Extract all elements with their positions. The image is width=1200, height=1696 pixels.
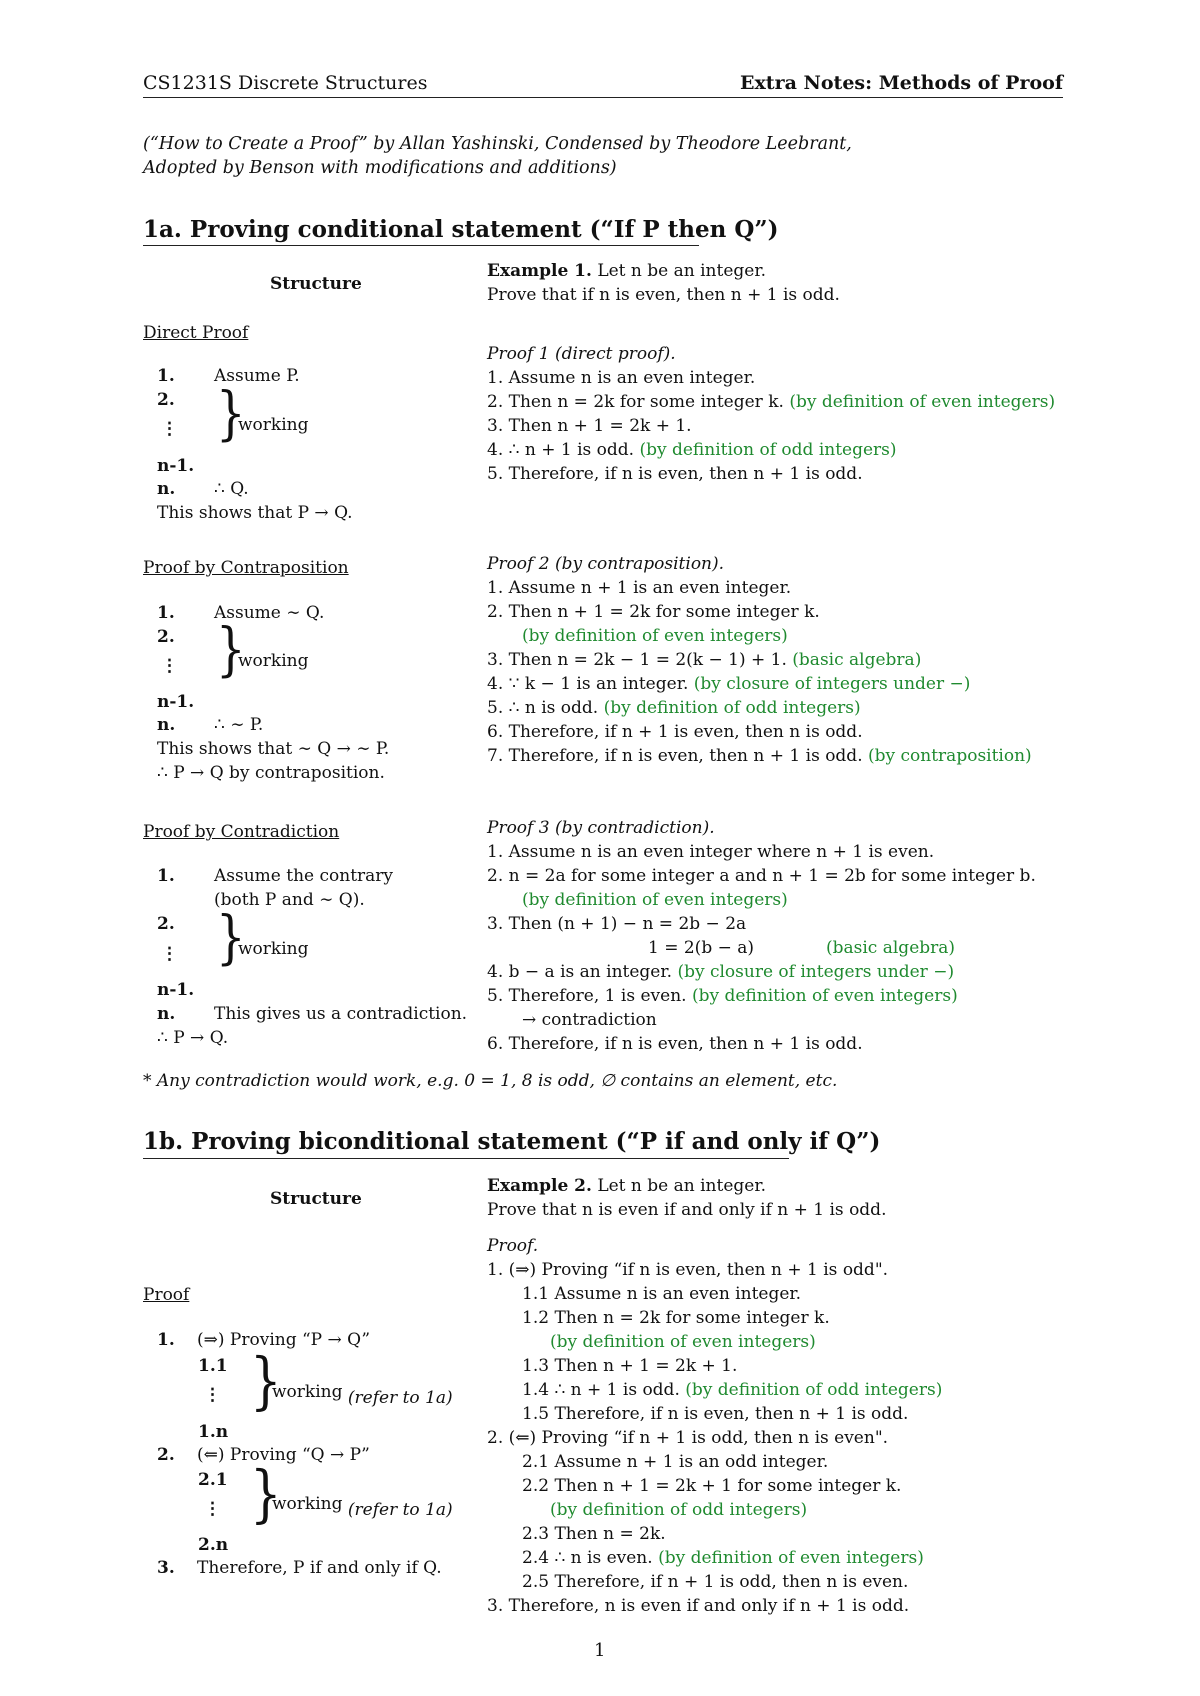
direct-proof-heading: Direct Proof (143, 323, 249, 343)
step-number: 1. (157, 366, 175, 386)
refer-note: (refer to 1a) (347, 1388, 453, 1408)
proof-line (487, 746, 1032, 766)
proof-line: 3. Therefore, n is even if and only if n + 1 is odd. (487, 1596, 910, 1616)
structure-heading-1b: Structure (270, 1189, 362, 1209)
justification: (by definition of even integers) (691, 986, 958, 1006)
proof-line-text: 1.4 ∴ n + 1 is odd. (522, 1380, 680, 1400)
proof-line-text: 2.4 ∴ n is even. (522, 1548, 653, 1568)
step-number: 2. (157, 390, 175, 410)
proof-heading: Proof (143, 1285, 190, 1305)
step-text: ∴ Q. (214, 479, 249, 499)
proof-line: 1 = 2(b − a) (648, 938, 755, 958)
contraposition-heading: Proof by Contraposition (143, 558, 349, 578)
credit-line-2: Adopted by Benson with modifications and additions) (143, 158, 617, 178)
step-number: n-1. (157, 692, 195, 712)
section-1b-title: 1b. Proving biconditional statement (“P if and only if Q”) (143, 1128, 881, 1155)
justification: (by closure of integers under −) (677, 962, 955, 982)
step-number: n. (157, 1004, 176, 1024)
working-label: working (238, 939, 309, 959)
conclusion-text: ∴ P → Q. (157, 1028, 229, 1048)
proof-line: 2.1 Assume n + 1 is an odd integer. (522, 1452, 829, 1472)
proof-line-text: 3. Then n = 2k − 1 = 2(k − 1) + 1. (487, 650, 787, 670)
proof-line: 1. Assume n + 1 is an even integer. (487, 578, 792, 598)
justification: (by closure of integers under −) (693, 674, 971, 694)
proof-title: Proof. (487, 1236, 539, 1256)
footnote: * Any contradiction would work, e.g. 0 = 1, 8 is odd, ∅ contains an element, etc. (143, 1071, 838, 1091)
justification: (by definition of even integers) (789, 392, 1056, 412)
proof-line (487, 650, 921, 670)
step-number: 1. (157, 603, 175, 623)
proof-line: 2.2 Then n + 1 = 2k + 1 for some integer k. (522, 1476, 902, 1496)
proof-line: 1. Assume n is an even integer where n + 1 is even. (487, 842, 935, 862)
proof-line-text: 4. b − a is an integer. (487, 962, 673, 982)
step-number: 2. (157, 1445, 175, 1465)
conclusion-text: This shows that P → Q. (157, 503, 353, 523)
example-1 (487, 261, 766, 281)
step-number: 1. (157, 866, 175, 886)
step-text: ∴ ∼ P. (214, 715, 264, 735)
proof-line: 2.5 Therefore, if n + 1 is odd, then n is even. (522, 1572, 909, 1592)
proof-1-title: Proof 1 (direct proof). (487, 344, 676, 364)
justification: (by contraposition) (868, 746, 1032, 766)
justification: (by definition of even integers) (658, 1548, 924, 1568)
proof-line: 6. Therefore, if n + 1 is even, then n is odd. (487, 722, 863, 742)
conclusion-text: ∴ P → Q by contraposition. (157, 763, 385, 783)
step-text: Assume ∼ Q. (214, 603, 325, 623)
substep-number: 2.n (198, 1535, 229, 1555)
proof-line (487, 698, 861, 718)
step-text: (⇐) Proving “Q → P” (197, 1445, 370, 1465)
proof-line-text: 2. Then n = 2k for some integer k. (487, 392, 784, 412)
proof-3-title: Proof 3 (by contradiction). (487, 818, 715, 838)
step-number: 2. (157, 627, 175, 647)
proof-line: 1.5 Therefore, if n is even, then n + 1 is odd. (522, 1404, 909, 1424)
header-topic: Extra Notes: Methods of Proof (739, 72, 1063, 94)
proof-line-text: 4. ∴ n + 1 is odd. (487, 440, 635, 460)
justification: (by definition of odd integers) (603, 698, 861, 718)
example-2 (487, 1176, 766, 1196)
example-1-label: Example 1. (487, 261, 592, 281)
step-number: 3. (157, 1558, 175, 1578)
proof-2-title: Proof 2 (by contraposition). (487, 554, 725, 574)
justification: (by definition of odd integers) (639, 440, 897, 460)
proof-line: 1. (⇒) Proving “if n is even, then n + 1 is odd". (487, 1260, 889, 1280)
step-number: 1. (157, 1330, 175, 1350)
proof-line-text: 4. ∵ k − 1 is an integer. (487, 674, 689, 694)
working-text: working (272, 1382, 343, 1402)
substep-number: 1.1 (198, 1356, 228, 1376)
proof-line: 1.2 Then n = 2k for some integer k. (522, 1308, 830, 1328)
justification: (by definition of even integers) (550, 1332, 816, 1352)
working-brace: } (216, 379, 246, 447)
proof-line: → contradiction (522, 1010, 657, 1030)
working-brace: } (216, 615, 246, 683)
contradiction-heading: Proof by Contradiction (143, 822, 340, 842)
proof-line: 3. Then n + 1 = 2k + 1. (487, 416, 692, 436)
refer-note: (refer to 1a) (347, 1500, 453, 1520)
vdots: ⋮ (204, 1385, 221, 1405)
step-number: n-1. (157, 980, 195, 1000)
conclusion-text: This shows that ∼ Q → ∼ P. (157, 739, 390, 759)
working-brace: } (216, 903, 246, 971)
step-text: Therefore, P if and only if Q. (197, 1558, 442, 1578)
step-text: Assume P. (214, 366, 300, 386)
proof-line: 1. Assume n is an even integer. (487, 368, 756, 388)
proof-line (522, 1548, 924, 1568)
proof-line: 6. Therefore, if n is even, then n + 1 is odd. (487, 1034, 863, 1054)
working-label (272, 1494, 453, 1520)
proof-line (522, 1380, 942, 1400)
vdots: ⋮ (161, 656, 178, 676)
working-label (272, 1382, 453, 1408)
proof-line (487, 440, 897, 460)
justification: (by definition of even integers) (522, 626, 788, 646)
step-text: (both P and ∼ Q). (214, 890, 365, 910)
working-text: working (272, 1494, 343, 1514)
header-rule (143, 97, 1063, 98)
example-1-text: Let n be an integer. (597, 261, 766, 281)
section-1a-rule (143, 245, 699, 246)
proof-line: 3. Then (n + 1) − n = 2b − 2a (487, 914, 747, 934)
justification: (by definition of odd integers) (685, 1380, 943, 1400)
step-number: n. (157, 715, 176, 735)
example-2-text: Let n be an integer. (597, 1176, 766, 1196)
working-brace: } (250, 1344, 282, 1417)
justification: (by definition of even integers) (522, 890, 788, 910)
proof-line (487, 962, 954, 982)
vdots: ⋮ (161, 944, 178, 964)
working-brace: } (250, 1457, 282, 1530)
structure-heading-1a: Structure (270, 274, 362, 294)
proof-line: 2. (⇐) Proving “if n + 1 is odd, then n is even". (487, 1428, 889, 1448)
substep-number: 1.n (198, 1422, 229, 1442)
credit-line-1: (“How to Create a Proof” by Allan Yashinski, Condensed by Theodore Leebrant, (143, 134, 852, 154)
justification: (basic algebra) (792, 650, 922, 670)
proof-line: 5. Therefore, if n is even, then n + 1 is odd. (487, 464, 863, 484)
proof-line: 2. Then n + 1 = 2k for some integer k. (487, 602, 820, 622)
proof-line: 2.3 Then n = 2k. (522, 1524, 666, 1544)
proof-line (487, 674, 970, 694)
proof-line (487, 392, 1055, 412)
vdots: ⋮ (161, 419, 178, 439)
proof-line-text: 7. Therefore, if n is even, then n + 1 is odd. (487, 746, 863, 766)
proof-line: 1.1 Assume n is an even integer. (522, 1284, 802, 1304)
working-label: working (238, 651, 309, 671)
section-1a-title: 1a. Proving conditional statement (“If P then Q”) (143, 216, 779, 243)
working-label: working (238, 415, 309, 435)
step-text: This gives us a contradiction. (214, 1004, 468, 1024)
step-text: Assume the contrary (214, 866, 394, 886)
section-1b-rule (143, 1158, 789, 1159)
step-number: n-1. (157, 456, 195, 476)
proof-line-text: 5. Therefore, 1 is even. (487, 986, 687, 1006)
justification: (basic algebra) (826, 938, 956, 958)
proof-line: 1.3 Then n + 1 = 2k + 1. (522, 1356, 738, 1376)
header-course: CS1231S Discrete Structures (143, 72, 428, 94)
example-2-label: Example 2. (487, 1176, 592, 1196)
proof-line: 2. n = 2a for some integer a and n + 1 = 2b for some integer b. (487, 866, 1036, 886)
step-number: n. (157, 479, 176, 499)
step-text: (⇒) Proving “P → Q” (197, 1330, 371, 1350)
step-number: 2. (157, 914, 175, 934)
vdots: ⋮ (204, 1499, 221, 1519)
example-1-line2: Prove that if n is even, then n + 1 is odd. (487, 285, 840, 305)
page-number: 1 (594, 1640, 606, 1661)
proof-line (487, 986, 958, 1006)
justification: (by definition of odd integers) (550, 1500, 808, 1520)
proof-line-text: 5. ∴ n is odd. (487, 698, 599, 718)
substep-number: 2.1 (198, 1470, 228, 1490)
example-2-line2: Prove that n is even if and only if n + 1 is odd. (487, 1200, 887, 1220)
